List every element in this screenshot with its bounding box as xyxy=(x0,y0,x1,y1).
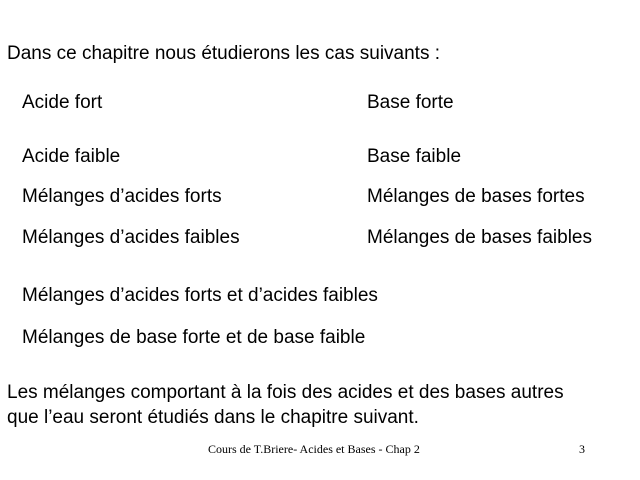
case-acide-faible: Acide faible xyxy=(22,146,121,167)
case-acide-fort: Acide fort xyxy=(22,92,103,113)
case-base-faible: Base faible xyxy=(367,146,462,167)
case-base-forte: Base forte xyxy=(367,92,454,113)
conclusion-text: Les mélanges comportant à la fois des acides et des bases autres que l’eau seront étudiés dans le chapitre suivant. xyxy=(7,382,564,428)
case-melange-acides-forts-faibles: Mélanges d’acides forts et d’acides faibles xyxy=(22,285,378,306)
footer-text: Cours de T.Briere- Acides et Bases - Chap 2 xyxy=(208,442,420,456)
case-melanges-bases-faibles: Mélanges de bases faibles xyxy=(367,227,592,248)
case-melanges-acides-forts: Mélanges d’acides forts xyxy=(22,186,222,207)
intro-text: Dans ce chapitre nous étudierons les cas suivants : xyxy=(7,43,441,64)
page-number: 3 xyxy=(579,442,585,456)
case-melanges-bases-fortes: Mélanges de bases fortes xyxy=(367,186,585,207)
case-melange-base-forte-faible: Mélanges de base forte et de base faible xyxy=(22,327,366,348)
case-melanges-acides-faibles: Mélanges d’acides faibles xyxy=(22,227,240,248)
